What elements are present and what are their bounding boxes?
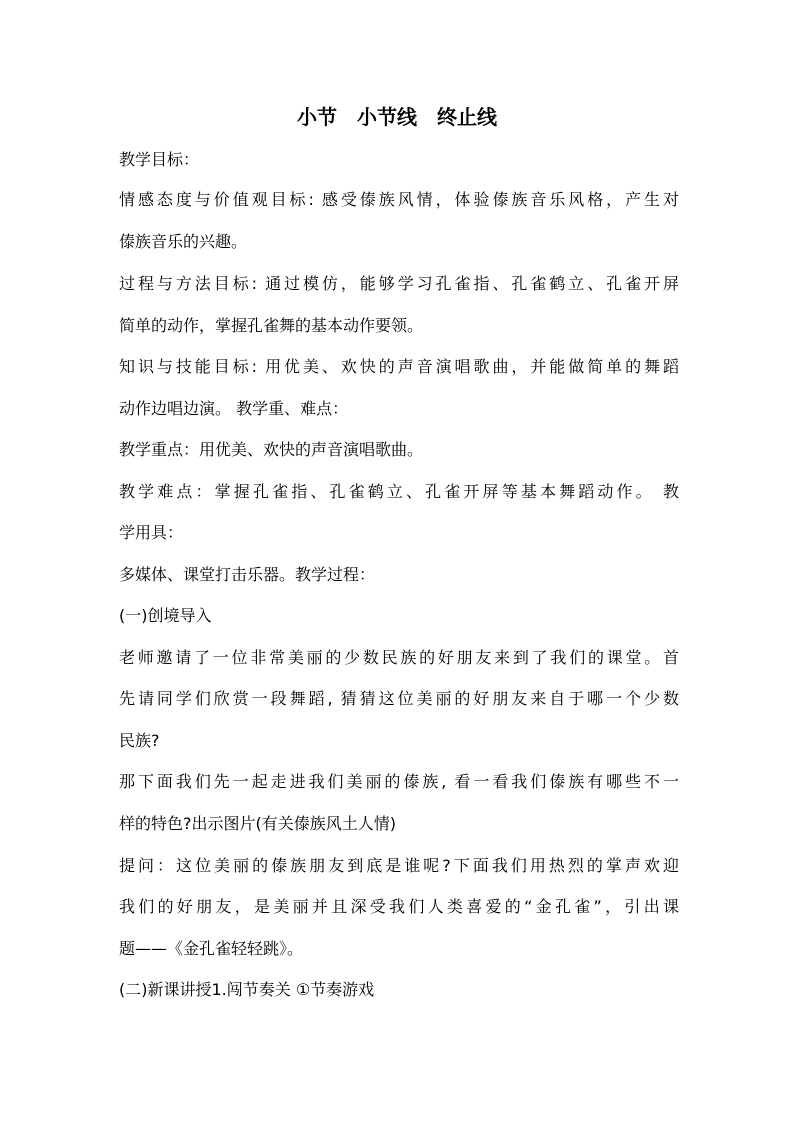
section-heading: (一)创境导入 — [119, 606, 212, 625]
text-line: 我们的好朋友，是美丽并且深受我们人类喜爱的“金孔雀”，引出课 — [119, 897, 679, 916]
text-line: 先请同学们欣赏一段舞蹈, 猜猜这位美丽的好朋友来自于哪一个少数 — [119, 689, 679, 708]
text-line: 教学重点：用优美、欢快的声音演唱歌曲。 — [119, 440, 424, 459]
text-line: 样的特色?出示图片(有关傣族风土人情) — [119, 814, 396, 833]
text-line: 教学难点：掌握孔雀指、孔雀鹤立、孔雀开屏等基本舞蹈动作。 教 — [119, 482, 679, 501]
section-heading: (二)新课讲授1.闯节奏关 ①节奏游戏 — [119, 980, 375, 999]
text-line: 傣族音乐的兴趣。 — [119, 232, 248, 251]
text-line: 知识与技能目标: 用优美、欢快的声音演唱歌曲，并能做简单的舞蹈 — [119, 357, 679, 376]
text-line: 过程与方法目标: 通过模仿，能够学习孔雀指、孔雀鹤立、孔雀开屏 — [119, 274, 679, 293]
text-line: 简单的动作，掌握孔雀舞的基本动作要领。 — [119, 316, 424, 335]
text-line: 提问：这位美丽的傣族朋友到底是谁呢?下面我们用热烈的掌声欢迎 — [119, 856, 679, 875]
text-line: 多媒体、课堂打击乐器。教学过程： — [119, 565, 376, 584]
text-line: 动作边唱边演。 教学重、难点： — [119, 399, 349, 418]
text-line: 学用具： — [119, 523, 184, 542]
text-line: 情感态度与价值观目标: 感受傣族风情，体验傣族音乐风格，产生对 — [119, 190, 679, 209]
text-line: 老师邀请了一位非常美丽的少数民族的好朋友来到了我们的课堂。首 — [119, 648, 679, 667]
document-title: 小节 小节线 终止线 — [297, 105, 497, 129]
text-line: 题——《金孔雀轻轻跳》。 — [119, 939, 304, 958]
text-line: 那下面我们先一起走进我们美丽的傣族, 看一看我们傣族有哪些不一 — [119, 772, 679, 791]
text-line: 民族? — [119, 731, 160, 750]
text-line-objectives-heading: 教学目标： — [119, 150, 200, 169]
